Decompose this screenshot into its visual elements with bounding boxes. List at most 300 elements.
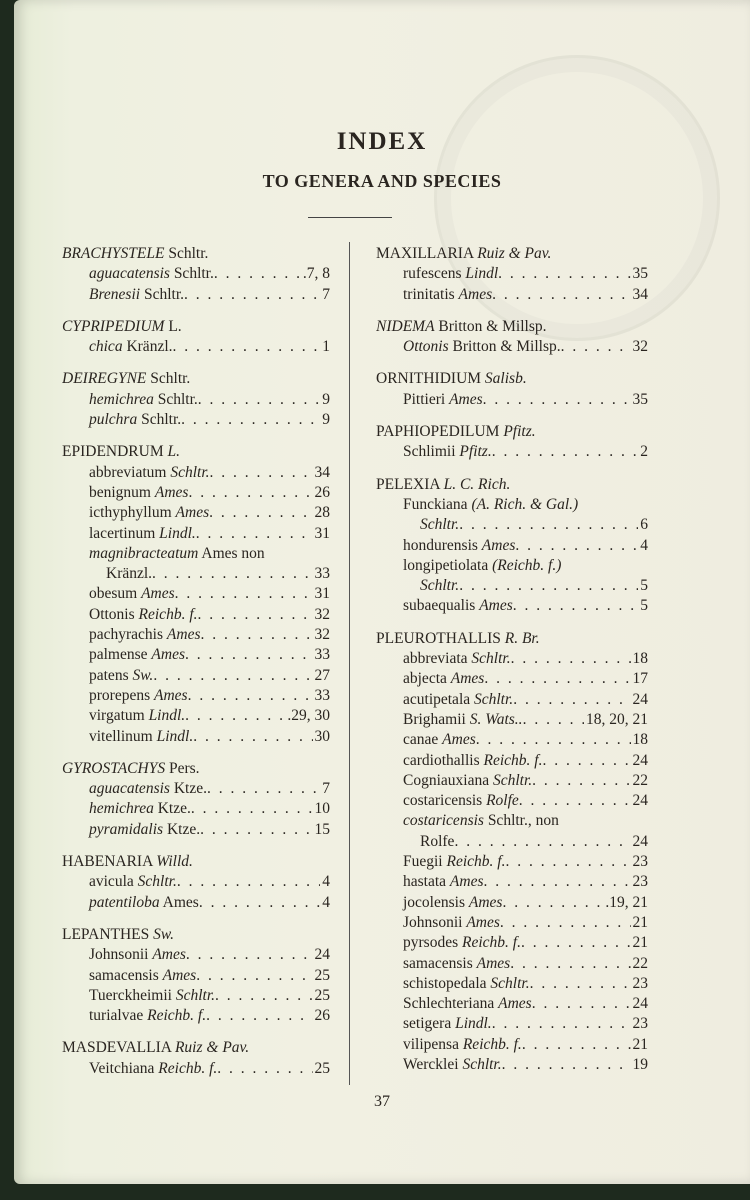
genus-block [62, 244, 330, 305]
species-label [89, 337, 173, 357]
genus-heading [62, 442, 330, 462]
species-label [403, 669, 484, 689]
page-reference: 32 [314, 626, 330, 644]
genus-block [376, 422, 648, 463]
species-name: hemichrea [89, 800, 154, 818]
page-reference: 17 [632, 670, 648, 688]
species-name: Ottonis [89, 605, 135, 623]
leader-dots [454, 832, 630, 852]
species-author: Ames [450, 670, 485, 688]
genus-block [376, 475, 648, 617]
species-label [403, 852, 505, 872]
species-entry [376, 852, 648, 872]
species-name: vilipensa [403, 1035, 459, 1053]
continuation-label [106, 564, 152, 584]
genus-heading [376, 244, 648, 264]
page-reference: 9 [322, 390, 330, 408]
species-entry [376, 536, 648, 556]
leader-dots [500, 913, 631, 933]
genus-block [62, 442, 330, 746]
species-author: Schltr. [175, 986, 216, 1004]
leader-dots [175, 584, 313, 604]
leader-dots [484, 669, 630, 689]
species-entry-continuation [62, 564, 330, 584]
species-name: chica [89, 338, 123, 356]
leader-dots [484, 872, 631, 892]
species-name: Pittieri [403, 390, 446, 408]
species-entry [376, 954, 648, 974]
species-author: Ktze. [157, 800, 191, 818]
leader-dots [542, 751, 630, 771]
species-author: Rolfe [420, 832, 455, 850]
page-reference: 21 [632, 913, 648, 931]
page-reference: .19, 21 [605, 893, 648, 911]
species-author: Ames [476, 954, 511, 972]
species-entry-continuation [376, 576, 648, 596]
genus-name: NIDEMA [376, 317, 435, 335]
species-name: pachyrachis [89, 626, 164, 644]
species-author: Ames [479, 597, 513, 615]
genus-author: Schltr. [168, 245, 209, 262]
species-name: abjecta [403, 670, 447, 688]
page-reference: 26 [314, 483, 330, 501]
genus-author: Ruiz & Pav. [477, 245, 552, 262]
species-author: Ames [449, 873, 484, 891]
genus-name: EPIDENDRUM [62, 443, 164, 461]
species-author: S. Wats.. [469, 710, 523, 728]
species-author: Ames [152, 946, 186, 964]
species-author: Rolfe [486, 792, 519, 810]
leader-dots [193, 727, 312, 747]
species-author: Reichb. f. [483, 751, 543, 769]
species-label [89, 966, 196, 986]
page-reference: 5 [640, 597, 648, 615]
species-name: icthyphyllum [89, 504, 172, 522]
species-entry [62, 625, 330, 645]
species-entry [376, 974, 648, 994]
species-entry [376, 791, 648, 811]
page-reference: 27 [314, 666, 330, 684]
species-label [89, 645, 185, 665]
genus-name: ORNITHIDIUM [376, 370, 482, 388]
species-entry [62, 605, 330, 625]
genus-name: HABENARIA [62, 853, 153, 871]
species-label [403, 1035, 522, 1055]
species-label [89, 463, 210, 483]
species-label [403, 974, 530, 994]
leader-dots [173, 337, 321, 357]
species-label [89, 666, 153, 686]
species-author: Ktze. [166, 820, 201, 838]
genus-block [62, 925, 330, 1026]
species-name: palmense [89, 646, 148, 664]
page-reference: 6 [640, 516, 648, 534]
species-author: Ktze. [173, 780, 207, 798]
species-label [403, 264, 498, 284]
species-author: Britton & Millsp. [452, 338, 561, 356]
species-label [403, 893, 502, 913]
genus-block [62, 317, 330, 358]
leader-dots [198, 390, 320, 410]
species-label [403, 390, 483, 410]
leader-dots [181, 410, 320, 430]
page-reference: 2 [640, 443, 648, 461]
page-reference: 26 [314, 1007, 330, 1025]
page-reference: 33 [314, 686, 330, 704]
species-entry [376, 649, 648, 669]
species-author: Schltr. [137, 873, 177, 891]
leader-dots [210, 463, 313, 483]
species-author: Reichb. f. [138, 605, 198, 623]
leader-dots [532, 994, 631, 1014]
species-name: avicula [89, 873, 134, 891]
species-author: Ames [442, 731, 476, 749]
leader-dots [200, 820, 312, 840]
species-entry-continuation [376, 832, 648, 852]
leader-dots [476, 730, 631, 750]
page-reference: 28 [314, 504, 330, 522]
species-name: jocolensis [403, 893, 465, 911]
species-author: Schltr. [420, 577, 460, 595]
species-entry [376, 337, 648, 357]
species-entry [62, 966, 330, 986]
genus-name: PAPHIOPEDILUM [376, 423, 500, 441]
species-name: pyrsodes [403, 934, 459, 952]
species-label [89, 285, 184, 305]
species-name: Brighamii [403, 710, 466, 728]
species-label [89, 820, 200, 840]
species-label [89, 1006, 206, 1026]
species-label [403, 690, 513, 710]
species-entry [62, 1006, 330, 1026]
species-name: setigera [403, 1015, 452, 1033]
species-name: Fuegii [403, 853, 443, 871]
species-author: Ames [162, 966, 197, 984]
genus-block [62, 1038, 330, 1079]
leader-dots [459, 576, 638, 596]
species-author: Schltr. [462, 1055, 502, 1073]
species-name: abbreviata [403, 650, 468, 668]
species-name: samacensis [89, 966, 159, 984]
continuation-label [420, 515, 459, 535]
species-entry [376, 994, 648, 1014]
species-author: Schltr. [490, 974, 530, 992]
species-label [89, 727, 193, 747]
page-reference: 15 [314, 820, 330, 838]
genus-author: Schltr. [150, 370, 191, 388]
species-label [89, 544, 265, 564]
species-name: subaequalis [403, 597, 476, 615]
genus-heading [62, 852, 330, 872]
species-entry [62, 799, 330, 819]
page-reference: 19 [632, 1055, 648, 1073]
leader-dots [483, 390, 631, 410]
species-label [403, 710, 523, 730]
species-author: Schltr. [173, 265, 214, 283]
page-reference: 9 [322, 411, 330, 429]
species-entry [376, 1014, 648, 1034]
species-name: Schlechteriana [403, 995, 495, 1013]
species-author: (Reichb. f.) [492, 556, 562, 574]
species-label [403, 649, 511, 669]
species-name: Schlimii [403, 443, 456, 461]
leader-dots [214, 264, 301, 284]
leader-dots [199, 893, 320, 913]
species-label [403, 337, 561, 357]
genus-name: LEPANTHES [62, 925, 150, 943]
leader-dots [530, 974, 631, 994]
species-entry-continuation [376, 515, 648, 535]
page-reference: 25 [314, 966, 330, 984]
species-name: longipetiolata [403, 556, 489, 574]
page-reference: 1 [322, 338, 330, 356]
genus-author: R. Br. [504, 629, 540, 647]
leader-dots [188, 483, 312, 503]
leader-dots [513, 690, 630, 710]
species-author: Reichb. f. [446, 853, 506, 871]
leader-dots [498, 264, 630, 284]
species-name: obesum [89, 585, 138, 603]
page-reference: 34 [632, 285, 648, 303]
genus-author: Pers. [168, 759, 200, 777]
species-label [89, 390, 198, 410]
species-name: Johnsonii [403, 913, 463, 931]
page-reference: 4 [640, 536, 648, 554]
species-name: acutipetala [403, 690, 471, 708]
page-reference: 24 [632, 832, 648, 850]
leader-dots [209, 503, 312, 523]
genus-heading [376, 317, 648, 337]
species-label [403, 596, 513, 616]
page-reference: 22 [632, 771, 648, 789]
species-label [89, 605, 198, 625]
leader-dots [521, 933, 631, 953]
species-author: Ames [154, 686, 188, 704]
species-entry [376, 556, 648, 576]
species-label [89, 872, 177, 892]
species-author: Lindl [465, 265, 499, 283]
page-reference: 21 [632, 1035, 648, 1053]
continuation-label [420, 576, 459, 596]
genus-heading [62, 369, 330, 389]
genus-author: Pfitz. [503, 423, 536, 441]
left-column [62, 244, 330, 1091]
species-entry [62, 264, 330, 284]
species-label [89, 524, 196, 544]
title-rule [308, 217, 392, 218]
column-divider [349, 242, 350, 1085]
genus-block [62, 369, 330, 430]
species-entry [376, 811, 648, 831]
species-label [89, 706, 185, 726]
genus-author: Willd. [156, 853, 193, 871]
genus-block [62, 852, 330, 913]
page-reference: 21 [632, 934, 648, 952]
species-entry [62, 390, 330, 410]
species-name: Cogniauxiana [403, 771, 490, 789]
species-entry [376, 933, 648, 953]
species-entry [62, 524, 330, 544]
species-name: lacertinum [89, 524, 156, 542]
species-author: Schltr. [157, 390, 198, 408]
page-reference: 33 [314, 565, 330, 583]
species-name: Veitchiana [89, 1059, 155, 1077]
species-label [89, 893, 199, 913]
species-author: Ames [458, 285, 493, 303]
genus-block [376, 629, 648, 1076]
genus-block [376, 244, 648, 305]
genus-name: MASDEVALLIA [62, 1039, 172, 1057]
species-entry [62, 986, 330, 1006]
page-reference: 23 [632, 974, 648, 992]
species-entry [62, 645, 330, 665]
species-author: Ames [175, 504, 210, 522]
species-author: Schltr. [474, 690, 514, 708]
leader-dots [459, 515, 638, 535]
species-author: Ames non [201, 544, 265, 562]
species-label [403, 1014, 492, 1034]
genus-heading [62, 1038, 330, 1058]
genus-heading [376, 475, 648, 495]
species-entry [62, 727, 330, 747]
species-label [89, 986, 215, 1006]
species-entry [62, 544, 330, 564]
species-name: aguacatensis [89, 780, 170, 798]
page-reference: 30 [314, 727, 330, 745]
species-label [403, 730, 476, 750]
species-author: Reichb. f. [461, 934, 521, 952]
genus-block [376, 317, 648, 358]
page-reference: 24 [314, 946, 330, 964]
species-entry [62, 893, 330, 913]
page-number: 37 [374, 1093, 390, 1110]
genus-name: MAXILLARIA [376, 245, 474, 262]
species-author: Ames [162, 893, 199, 911]
page-reference: 18 [632, 731, 648, 749]
genus-heading [62, 925, 330, 945]
species-name: Ottonis [403, 338, 449, 356]
species-label [89, 503, 209, 523]
leader-dots [502, 1055, 631, 1075]
species-entry [62, 463, 330, 483]
species-name: hastata [403, 873, 447, 891]
species-label [89, 799, 191, 819]
leader-dots [198, 605, 313, 625]
species-entry [62, 1059, 330, 1079]
species-name: aguacatensis [89, 265, 170, 283]
species-entry [376, 1035, 648, 1055]
species-entry [376, 872, 648, 892]
species-name: costaricensis [403, 812, 484, 830]
species-entry [62, 584, 330, 604]
leader-dots [186, 945, 313, 965]
species-author: Ames [154, 483, 189, 501]
species-author: Reichb. f. [462, 1035, 522, 1053]
species-author: Schltr. [143, 285, 185, 303]
species-name: patentiloba [89, 893, 160, 911]
species-name: hondurensis [403, 536, 478, 554]
leader-dots [561, 337, 631, 357]
page-reference: 5 [640, 577, 648, 595]
species-author: Ames [466, 913, 500, 931]
species-entry [376, 669, 648, 689]
species-entry [62, 337, 330, 357]
leader-dots [513, 596, 638, 616]
species-entry [376, 913, 648, 933]
page-reference: .29, 30 [287, 707, 330, 725]
species-author: Kränzl. [126, 338, 173, 356]
species-entry [62, 945, 330, 965]
species-label [89, 584, 175, 604]
species-name: Wercklei [403, 1055, 459, 1073]
species-name: turialvae [89, 1007, 144, 1025]
leader-dots [215, 986, 312, 1006]
genus-author: Sw. [153, 925, 174, 943]
genus-author: Ruiz & Pav. [174, 1039, 250, 1057]
page-reference: 33 [314, 646, 330, 664]
species-author: Sw. [132, 666, 154, 684]
page-reference: 32 [314, 605, 330, 623]
species-author: Pfitz. [459, 443, 492, 461]
species-label [403, 1055, 502, 1075]
page-subtitle: TO GENERA AND SPECIES [262, 171, 502, 191]
genus-heading [376, 369, 648, 389]
leader-dots [505, 852, 630, 872]
species-entry [62, 779, 330, 799]
species-entry [376, 710, 648, 730]
page-reference: 25 [314, 986, 330, 1004]
species-name: Johnsonii [89, 946, 149, 964]
leader-dots [522, 1035, 631, 1055]
species-entry [62, 706, 330, 726]
species-label [89, 1059, 217, 1079]
page-reference: 24 [632, 792, 648, 810]
species-name: pulchra [89, 411, 138, 429]
species-name: hemichrea [89, 390, 154, 408]
species-entry [62, 503, 330, 523]
leader-dots [177, 872, 320, 892]
leader-dots [196, 524, 313, 544]
species-label [89, 779, 207, 799]
page-reference: 7 [322, 285, 330, 303]
species-name: rufescens [403, 265, 462, 283]
species-label [403, 442, 492, 462]
species-name: canae [403, 731, 439, 749]
species-author: Ames [151, 646, 185, 664]
leader-dots [523, 710, 584, 730]
leader-dots [515, 536, 638, 556]
leader-dots [519, 791, 631, 811]
page-reference: 23 [632, 873, 648, 891]
species-label [403, 495, 578, 515]
species-author: Ames [449, 390, 483, 408]
leader-dots [191, 799, 313, 819]
leader-dots [185, 706, 285, 726]
species-author: Ames [141, 585, 175, 603]
species-label [403, 791, 519, 811]
species-author: Lindl. [455, 1015, 492, 1033]
species-entry [376, 771, 648, 791]
leader-dots [510, 954, 630, 974]
species-author: Reichb. f. [158, 1059, 218, 1077]
species-author: Reichb. f. [147, 1007, 207, 1025]
species-entry [62, 820, 330, 840]
leader-dots [196, 966, 312, 986]
page-reference: 24 [632, 690, 648, 708]
species-author: Schltr. [170, 463, 210, 481]
page-reference: 35 [632, 265, 648, 283]
species-name: trinitatis [403, 285, 455, 303]
